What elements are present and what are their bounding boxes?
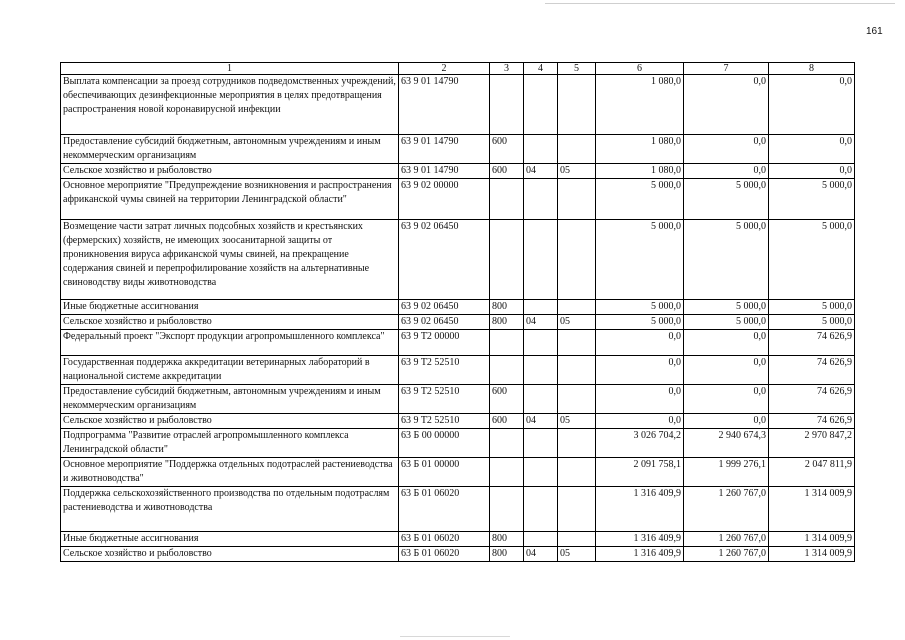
row-name: Иные бюджетные ассигнования xyxy=(61,300,399,315)
table-row xyxy=(61,315,855,330)
row-code: 63 9 T2 00000 xyxy=(399,330,490,356)
row-value-6: 0,0 xyxy=(596,356,684,385)
row-pr xyxy=(558,179,596,220)
row-value-6: 1 080,0 xyxy=(596,164,684,179)
row-rz: 04 xyxy=(524,164,558,179)
row-rz: 04 xyxy=(524,414,558,429)
table-row xyxy=(61,75,855,135)
row-value-6: 1 316 409,9 xyxy=(596,532,684,547)
table-row xyxy=(61,356,855,385)
row-name: Возмещение части затрат личных подсобных хозяйств и крестьянских (фермерских) хозяйств, не имеющих зоосанитарной защиты от проникновения вируса африканской чумы свиней, на прекращение содержания свиней и перепрофилирование хозяйств на альтернативные свиноводству виды животноводства xyxy=(61,220,399,300)
header-row xyxy=(61,63,855,75)
table-row xyxy=(61,300,855,315)
table-row xyxy=(61,164,855,179)
row-code: 63 Б 01 06020 xyxy=(399,532,490,547)
row-value-8: 5 000,0 xyxy=(769,220,855,300)
row-vr xyxy=(490,429,524,458)
scan-edge-line xyxy=(545,3,895,4)
row-name: Иные бюджетные ассигнования xyxy=(61,532,399,547)
row-rz xyxy=(524,220,558,300)
row-value-6: 3 026 704,2 xyxy=(596,429,684,458)
row-value-6: 5 000,0 xyxy=(596,300,684,315)
row-value-8: 74 626,9 xyxy=(769,330,855,356)
row-value-7: 0,0 xyxy=(684,356,769,385)
row-code: 63 Б 01 00000 xyxy=(399,458,490,487)
row-pr xyxy=(558,385,596,414)
row-value-7: 0,0 xyxy=(684,135,769,164)
row-name: Предоставление субсидий бюджетным, автономным учреждениям и иным некоммерческим организациям xyxy=(61,135,399,164)
row-value-8: 74 626,9 xyxy=(769,414,855,429)
row-value-7: 0,0 xyxy=(684,164,769,179)
row-pr xyxy=(558,532,596,547)
row-value-8: 2 047 811,9 xyxy=(769,458,855,487)
row-code: 63 Б 01 06020 xyxy=(399,547,490,562)
row-rz xyxy=(524,135,558,164)
row-pr xyxy=(558,135,596,164)
table-row xyxy=(61,220,855,300)
table-row xyxy=(61,179,855,220)
row-value-8: 5 000,0 xyxy=(769,300,855,315)
row-value-6: 1 316 409,9 xyxy=(596,487,684,532)
row-value-8: 5 000,0 xyxy=(769,179,855,220)
row-value-6: 5 000,0 xyxy=(596,220,684,300)
row-value-8: 1 314 009,9 xyxy=(769,487,855,532)
row-value-6: 0,0 xyxy=(596,385,684,414)
table-row xyxy=(61,458,855,487)
row-value-6: 1 080,0 xyxy=(596,135,684,164)
row-value-6: 2 091 758,1 xyxy=(596,458,684,487)
page-number: 161 xyxy=(866,26,883,37)
row-code: 63 9 T2 52510 xyxy=(399,356,490,385)
row-code: 63 9 01 14790 xyxy=(399,75,490,135)
row-code: 63 Б 01 06020 xyxy=(399,487,490,532)
row-value-7: 1 260 767,0 xyxy=(684,487,769,532)
row-rz xyxy=(524,487,558,532)
col-header-5: 5 xyxy=(558,63,596,75)
row-code: 63 Б 00 00000 xyxy=(399,429,490,458)
col-header-8: 8 xyxy=(769,63,855,75)
row-code: 63 9 T2 52510 xyxy=(399,385,490,414)
row-pr xyxy=(558,330,596,356)
col-header-3: 3 xyxy=(490,63,524,75)
table-row xyxy=(61,414,855,429)
row-value-7: 5 000,0 xyxy=(684,220,769,300)
row-value-8: 2 970 847,2 xyxy=(769,429,855,458)
row-pr: 05 xyxy=(558,414,596,429)
row-value-6: 0,0 xyxy=(596,330,684,356)
row-value-6: 5 000,0 xyxy=(596,315,684,330)
row-pr xyxy=(558,75,596,135)
row-name: Сельское хозяйство и рыболовство xyxy=(61,414,399,429)
row-value-8: 5 000,0 xyxy=(769,315,855,330)
table-row xyxy=(61,487,855,532)
row-rz xyxy=(524,75,558,135)
table-row xyxy=(61,385,855,414)
row-pr xyxy=(558,300,596,315)
row-rz: 04 xyxy=(524,547,558,562)
row-value-7: 2 940 674,3 xyxy=(684,429,769,458)
row-pr: 05 xyxy=(558,315,596,330)
row-rz xyxy=(524,385,558,414)
row-value-7: 5 000,0 xyxy=(684,179,769,220)
row-name: Сельское хозяйство и рыболовство xyxy=(61,164,399,179)
row-code: 63 9 01 14790 xyxy=(399,135,490,164)
row-value-8: 0,0 xyxy=(769,164,855,179)
row-code: 63 9 02 06450 xyxy=(399,315,490,330)
row-vr xyxy=(490,330,524,356)
scan-bottom-line xyxy=(400,636,510,637)
row-value-6: 0,0 xyxy=(596,414,684,429)
table-row xyxy=(61,547,855,562)
row-value-7: 1 999 276,1 xyxy=(684,458,769,487)
row-name: Федеральный проект "Экспорт продукции агропромышленного комплекса" xyxy=(61,330,399,356)
row-pr xyxy=(558,487,596,532)
row-vr xyxy=(490,220,524,300)
row-vr: 600 xyxy=(490,414,524,429)
row-value-8: 1 314 009,9 xyxy=(769,547,855,562)
row-vr: 800 xyxy=(490,547,524,562)
row-value-8: 74 626,9 xyxy=(769,385,855,414)
table-row xyxy=(61,135,855,164)
row-vr xyxy=(490,75,524,135)
table-row xyxy=(61,429,855,458)
row-vr xyxy=(490,179,524,220)
row-value-7: 0,0 xyxy=(684,330,769,356)
row-value-7: 5 000,0 xyxy=(684,300,769,315)
row-name: Выплата компенсации за проезд сотрудников подведомственных учреждений, обеспечивающих дезинфекционные мероприятия в целях предотвращения распространения новой коронавирусной инфекции xyxy=(61,75,399,135)
row-vr: 600 xyxy=(490,164,524,179)
row-rz xyxy=(524,429,558,458)
row-value-8: 0,0 xyxy=(769,135,855,164)
row-rz xyxy=(524,458,558,487)
row-vr: 800 xyxy=(490,532,524,547)
row-rz: 04 xyxy=(524,315,558,330)
row-value-7: 5 000,0 xyxy=(684,315,769,330)
col-header-6: 6 xyxy=(596,63,684,75)
row-code: 63 9 02 00000 xyxy=(399,179,490,220)
row-vr: 800 xyxy=(490,315,524,330)
col-header-2: 2 xyxy=(399,63,490,75)
table-row xyxy=(61,330,855,356)
col-header-4: 4 xyxy=(524,63,558,75)
row-value-7: 1 260 767,0 xyxy=(684,532,769,547)
row-value-8: 0,0 xyxy=(769,75,855,135)
row-vr xyxy=(490,356,524,385)
row-vr xyxy=(490,487,524,532)
row-code: 63 9 01 14790 xyxy=(399,164,490,179)
row-rz xyxy=(524,330,558,356)
row-pr xyxy=(558,458,596,487)
row-value-6: 5 000,0 xyxy=(596,179,684,220)
row-vr xyxy=(490,458,524,487)
row-pr xyxy=(558,429,596,458)
row-value-8: 1 314 009,9 xyxy=(769,532,855,547)
row-vr: 600 xyxy=(490,385,524,414)
row-value-7: 1 260 767,0 xyxy=(684,547,769,562)
row-rz xyxy=(524,179,558,220)
row-code: 63 9 T2 52510 xyxy=(399,414,490,429)
table-row xyxy=(61,532,855,547)
row-name: Основное мероприятие "Предупреждение возникновения и распространения африканской чумы свиней на территории Ленинградской области" xyxy=(61,179,399,220)
row-value-8: 74 626,9 xyxy=(769,356,855,385)
row-name: Подпрограмма "Развитие отраслей агропромышленного комплекса Ленинградской области" xyxy=(61,429,399,458)
row-vr: 800 xyxy=(490,300,524,315)
row-value-6: 1 316 409,9 xyxy=(596,547,684,562)
row-name: Государственная поддержка аккредитации ветеринарных лабораторий в национальной системе аккредитации xyxy=(61,356,399,385)
row-pr xyxy=(558,356,596,385)
col-header-1: 1 xyxy=(61,63,399,75)
row-code: 63 9 02 06450 xyxy=(399,300,490,315)
row-rz xyxy=(524,532,558,547)
row-value-7: 0,0 xyxy=(684,75,769,135)
row-name: Сельское хозяйство и рыболовство xyxy=(61,547,399,562)
row-pr xyxy=(558,220,596,300)
row-rz xyxy=(524,356,558,385)
row-value-7: 0,0 xyxy=(684,385,769,414)
row-name: Сельское хозяйство и рыболовство xyxy=(61,315,399,330)
row-code: 63 9 02 06450 xyxy=(399,220,490,300)
row-name: Предоставление субсидий бюджетным, автономным учреждениям и иным некоммерческим организациям xyxy=(61,385,399,414)
row-name: Основное мероприятие "Поддержка отдельных подотраслей растениеводства и животноводства" xyxy=(61,458,399,487)
row-value-6: 1 080,0 xyxy=(596,75,684,135)
col-header-7: 7 xyxy=(684,63,769,75)
row-rz xyxy=(524,300,558,315)
row-name: Поддержка сельскохозяйственного производства по отдельным подотраслям растениеводства и животноводства xyxy=(61,487,399,532)
budget-table xyxy=(60,62,855,562)
row-vr: 600 xyxy=(490,135,524,164)
row-pr: 05 xyxy=(558,547,596,562)
row-value-7: 0,0 xyxy=(684,414,769,429)
row-pr: 05 xyxy=(558,164,596,179)
